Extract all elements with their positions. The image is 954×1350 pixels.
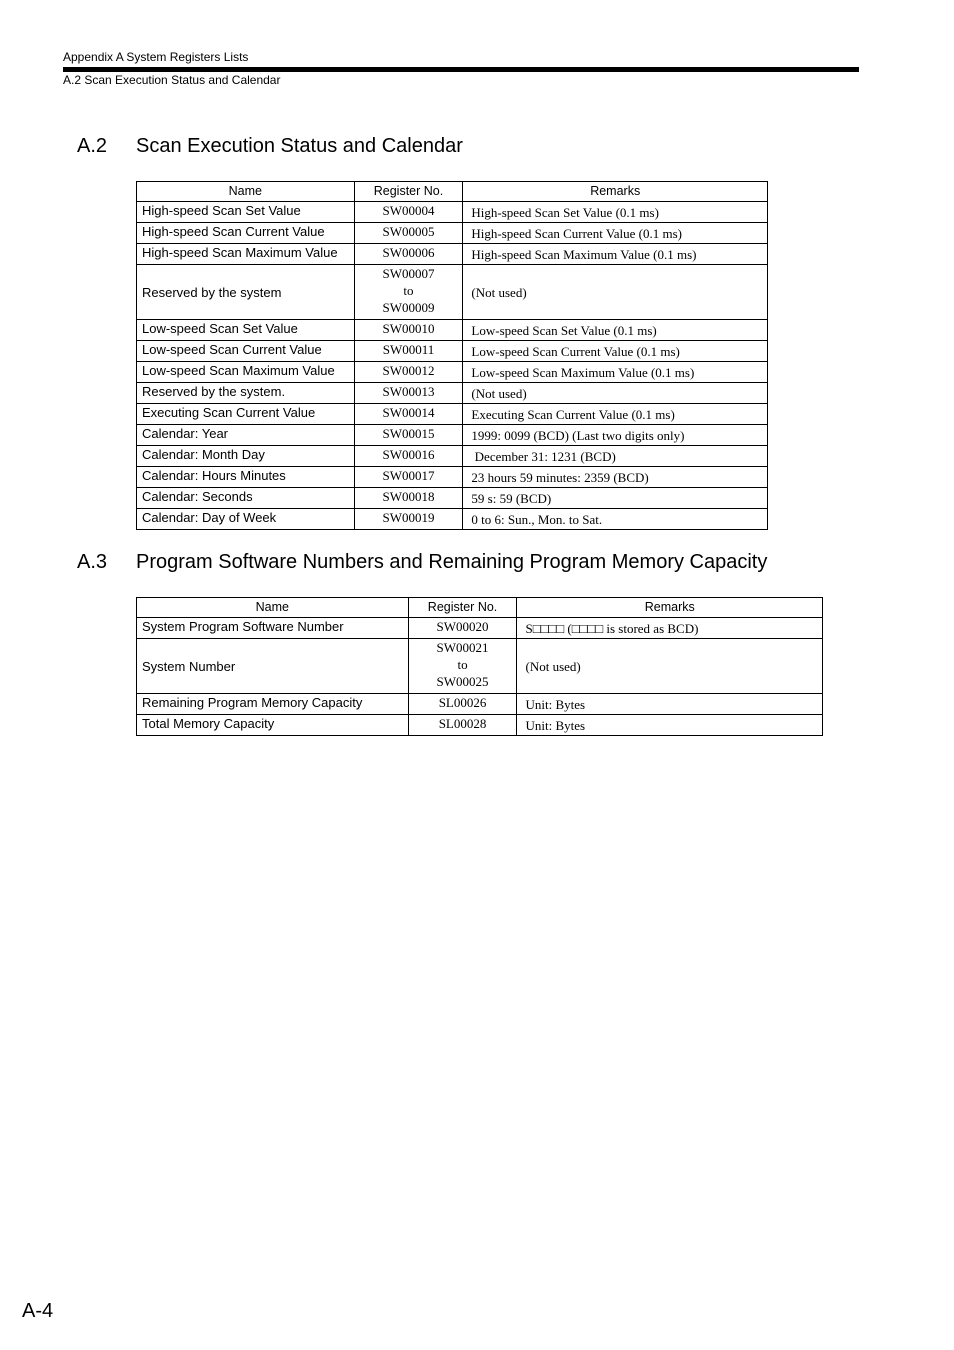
cell-name: Reserved by the system.	[137, 383, 355, 404]
section-a3-title: Program Software Numbers and Remaining Program Memory Capacity	[136, 551, 768, 573]
table-row	[137, 488, 768, 509]
cell-remarks: Unit: Bytes	[517, 694, 823, 715]
cell-remarks: (Not used)	[517, 639, 823, 694]
col-header-register: Register No.	[354, 182, 463, 202]
cell-name: Total Memory Capacity	[137, 715, 409, 736]
table-row	[137, 223, 768, 244]
cell-name: Calendar: Year	[137, 425, 355, 446]
cell-name: High-speed Scan Maximum Value	[137, 244, 355, 265]
cell-remarks: 0 to 6: Sun., Mon. to Sat.	[463, 509, 768, 530]
cell-register: SW00005	[354, 223, 463, 244]
col-header-name: Name	[137, 598, 409, 618]
cell-name: High-speed Scan Current Value	[137, 223, 355, 244]
page-number: A-4	[22, 1300, 54, 1322]
register-range-start: SW00021	[436, 640, 489, 655]
cell-name: Calendar: Day of Week	[137, 509, 355, 530]
col-header-remarks: Remarks	[463, 182, 768, 202]
cell-remarks: Low-speed Scan Set Value (0.1 ms)	[463, 320, 768, 341]
table-row	[137, 202, 768, 223]
cell-remarks: High-speed Scan Current Value (0.1 ms)	[463, 223, 768, 244]
table-row	[137, 265, 768, 320]
cell-register: SL00026	[408, 694, 517, 715]
cell-remarks: Executing Scan Current Value (0.1 ms)	[463, 404, 768, 425]
running-header-section: A.2 Scan Execution Status and Calendar	[63, 73, 281, 87]
cell-register: SW00013	[354, 383, 463, 404]
section-a2-number: A.2	[77, 135, 108, 157]
cell-register: SW00016	[354, 446, 463, 467]
cell-remarks: High-speed Scan Set Value (0.1 ms)	[463, 202, 768, 223]
cell-remarks: (Not used)	[463, 265, 768, 320]
table-row	[137, 425, 768, 446]
register-range-to: to	[403, 283, 414, 298]
cell-name: Remaining Program Memory Capacity	[137, 694, 409, 715]
cell-remarks: 59 s: 59 (BCD)	[463, 488, 768, 509]
table-row	[137, 244, 768, 265]
table-row	[137, 694, 823, 715]
cell-register: SW00017	[354, 467, 463, 488]
table-row	[137, 509, 768, 530]
program-memory-register-table	[136, 597, 823, 736]
section-a2-title: Scan Execution Status and Calendar	[136, 135, 463, 157]
cell-register-range	[408, 639, 517, 694]
col-header-remarks: Remarks	[517, 598, 823, 618]
cell-name: Reserved by the system	[137, 265, 355, 320]
cell-name: System Program Software Number	[137, 618, 409, 639]
cell-name: Calendar: Month Day	[137, 446, 355, 467]
cell-name: Low-speed Scan Maximum Value	[137, 362, 355, 383]
cell-name: Calendar: Seconds	[137, 488, 355, 509]
col-header-name: Name	[137, 182, 355, 202]
header-rule	[63, 67, 859, 72]
cell-remarks: 1999: 0099 (BCD) (Last two digits only)	[463, 425, 768, 446]
register-range-end: SW00009	[382, 300, 435, 315]
cell-name: Executing Scan Current Value	[137, 404, 355, 425]
cell-register: SW00020	[408, 618, 517, 639]
cell-remarks: December 31: 1231 (BCD)	[463, 446, 768, 467]
cell-name: Calendar: Hours Minutes	[137, 467, 355, 488]
cell-name: Low-speed Scan Set Value	[137, 320, 355, 341]
running-header-chapter: Appendix A System Registers Lists	[63, 50, 249, 64]
table-row	[137, 639, 823, 694]
table-row	[137, 446, 768, 467]
cell-remarks: Unit: Bytes	[517, 715, 823, 736]
register-range-to: to	[457, 657, 468, 672]
cell-register: SW00014	[354, 404, 463, 425]
cell-register: SW00019	[354, 509, 463, 530]
table-header-row	[137, 598, 823, 618]
cell-register: SL00028	[408, 715, 517, 736]
table-row	[137, 320, 768, 341]
section-a2-heading	[77, 135, 463, 158]
cell-register: SW00015	[354, 425, 463, 446]
table-header-row	[137, 182, 768, 202]
cell-remarks: S□□□□ (□□□□ is stored as BCD)	[517, 618, 823, 639]
col-header-register: Register No.	[408, 598, 517, 618]
cell-register: SW00006	[354, 244, 463, 265]
table-row	[137, 362, 768, 383]
cell-register: SW00012	[354, 362, 463, 383]
cell-remarks: Low-speed Scan Maximum Value (0.1 ms)	[463, 362, 768, 383]
cell-register: SW00010	[354, 320, 463, 341]
scan-calendar-register-table	[136, 181, 768, 530]
cell-register-range	[354, 265, 463, 320]
table-row	[137, 467, 768, 488]
cell-register: SW00011	[354, 341, 463, 362]
table-row	[137, 341, 768, 362]
cell-register: SW00004	[354, 202, 463, 223]
cell-name: Low-speed Scan Current Value	[137, 341, 355, 362]
register-range-end: SW00025	[436, 674, 489, 689]
cell-remarks: Low-speed Scan Current Value (0.1 ms)	[463, 341, 768, 362]
table-row	[137, 404, 768, 425]
cell-remarks: High-speed Scan Maximum Value (0.1 ms)	[463, 244, 768, 265]
table-row	[137, 715, 823, 736]
cell-remarks: (Not used)	[463, 383, 768, 404]
section-a3-number: A.3	[77, 551, 108, 573]
cell-name: High-speed Scan Set Value	[137, 202, 355, 223]
register-range-start: SW00007	[382, 266, 435, 281]
cell-remarks: 23 hours 59 minutes: 2359 (BCD)	[463, 467, 768, 488]
cell-register: SW00018	[354, 488, 463, 509]
table-row	[137, 383, 768, 404]
cell-name: System Number	[137, 639, 409, 694]
table-row	[137, 618, 823, 639]
section-a3-heading	[77, 551, 767, 574]
